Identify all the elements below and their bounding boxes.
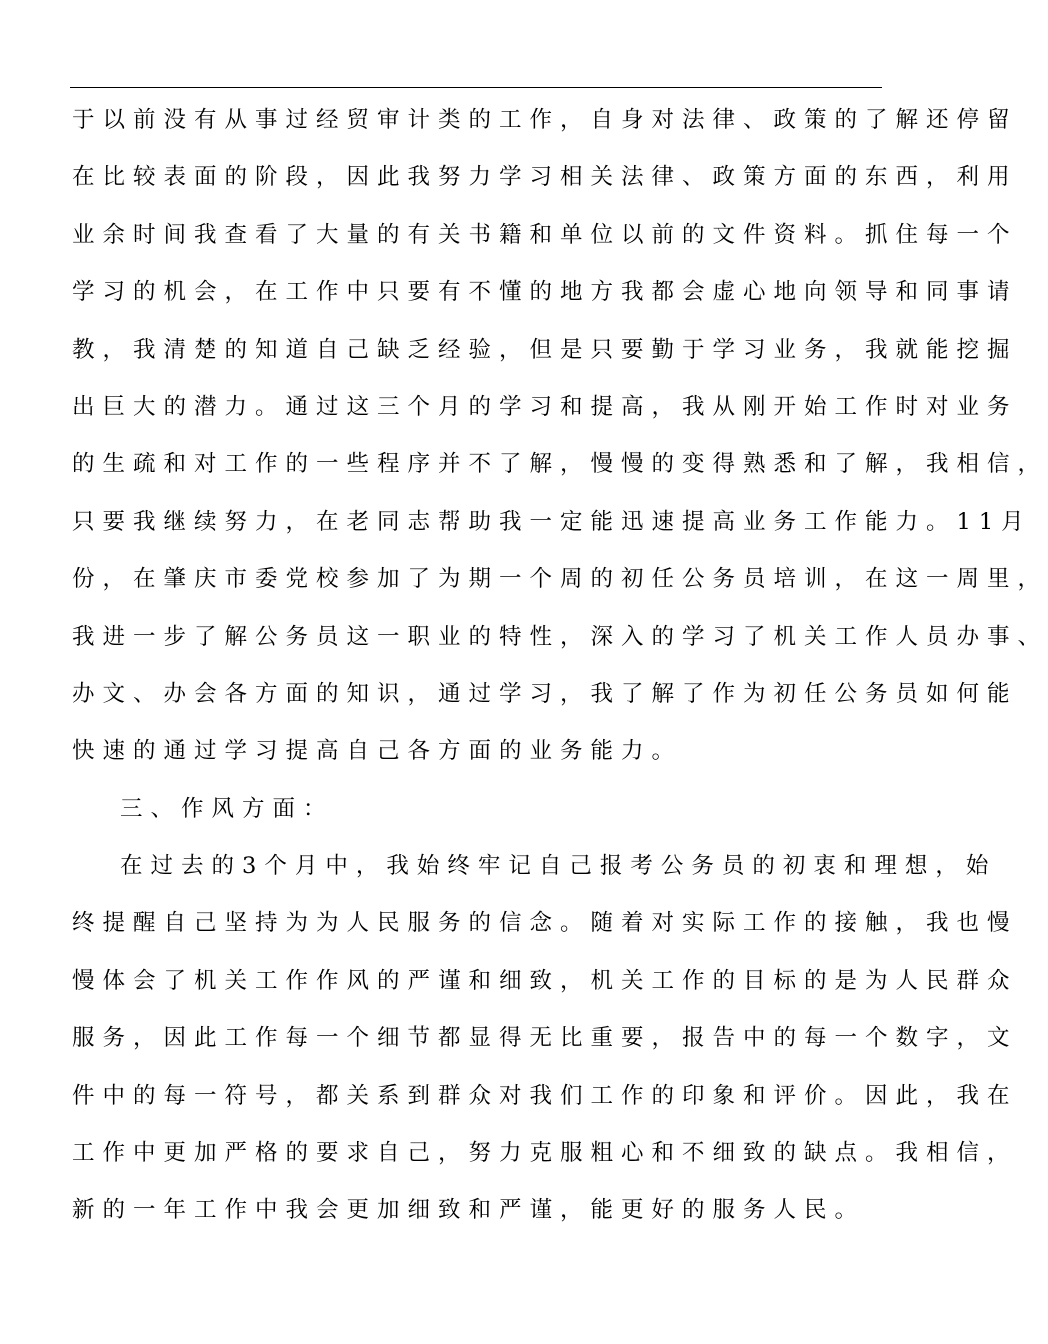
text-line: 学习的机会，在工作中只要有不懂的地方我都会虚心地向领导和同事请 [72,279,1018,306]
text-line: 件中的每一符号，都关系到群众对我们工作的印象和评价。因此，我在 [72,1082,1018,1109]
document-body [72,92,1048,1240]
text-line: 快速的通过学习提高自己各方面的业务能力。 [72,738,683,765]
section-heading: 三、作风方面： [120,795,334,822]
text-line: 出巨大的潜力。通过这三个月的学习和提高，我从刚开始工作时对业务 [72,393,1018,420]
text-line: 服务，因此工作每一个细节都显得无比重要，报告中的每一个数字，文 [72,1025,1018,1052]
text-line: 的生疏和对工作的一些程序并不了解，慢慢的变得熟悉和了解，我相信， [72,451,1048,478]
text-line: 我进一步了解公务员这一职业的特性，深入的学习了机关工作人员办事、 [72,623,1048,650]
text-line: 份，在肇庆市委党校参加了为期一个周的初任公务员培训，在这一周里， [72,566,1048,593]
text-line: 在过去的3个月中，我始终牢记自己报考公务员的初衷和理想，始 [120,853,997,880]
header-rule [70,87,882,88]
text-line: 业余时间我查看了大量的有关书籍和单位以前的文件资料。抓住每一个 [72,221,1018,248]
text-line: 工作中更加严格的要求自己，努力克服粗心和不细致的缺点。我相信， [72,1140,1018,1167]
text-line: 终提醒自己坚持为为人民服务的信念。随着对实际工作的接触，我也慢 [72,910,1018,937]
text-line: 只要我继续努力，在老同志帮助我一定能迅速提高业务工作能力。11月 [72,508,1032,535]
text-line: 慢体会了机关工作作风的严谨和细致，机关工作的目标的是为人民群众 [72,967,1018,994]
text-line: 新的一年工作中我会更加细致和严谨，能更好的服务人民。 [72,1197,866,1224]
text-line: 于以前没有从事过经贸审计类的工作，自身对法律、政策的了解还停留 [72,107,1018,133]
text-line: 在比较表面的阶段，因此我努力学习相关法律、政策方面的东西，利用 [72,164,1018,191]
text-line: 办文、办会各方面的知识，通过学习，我了解了作为初任公务员如何能 [72,680,1018,707]
text-line: 教，我清楚的知道自己缺乏经验，但是只要勤于学习业务，我就能挖掘 [72,336,1018,363]
